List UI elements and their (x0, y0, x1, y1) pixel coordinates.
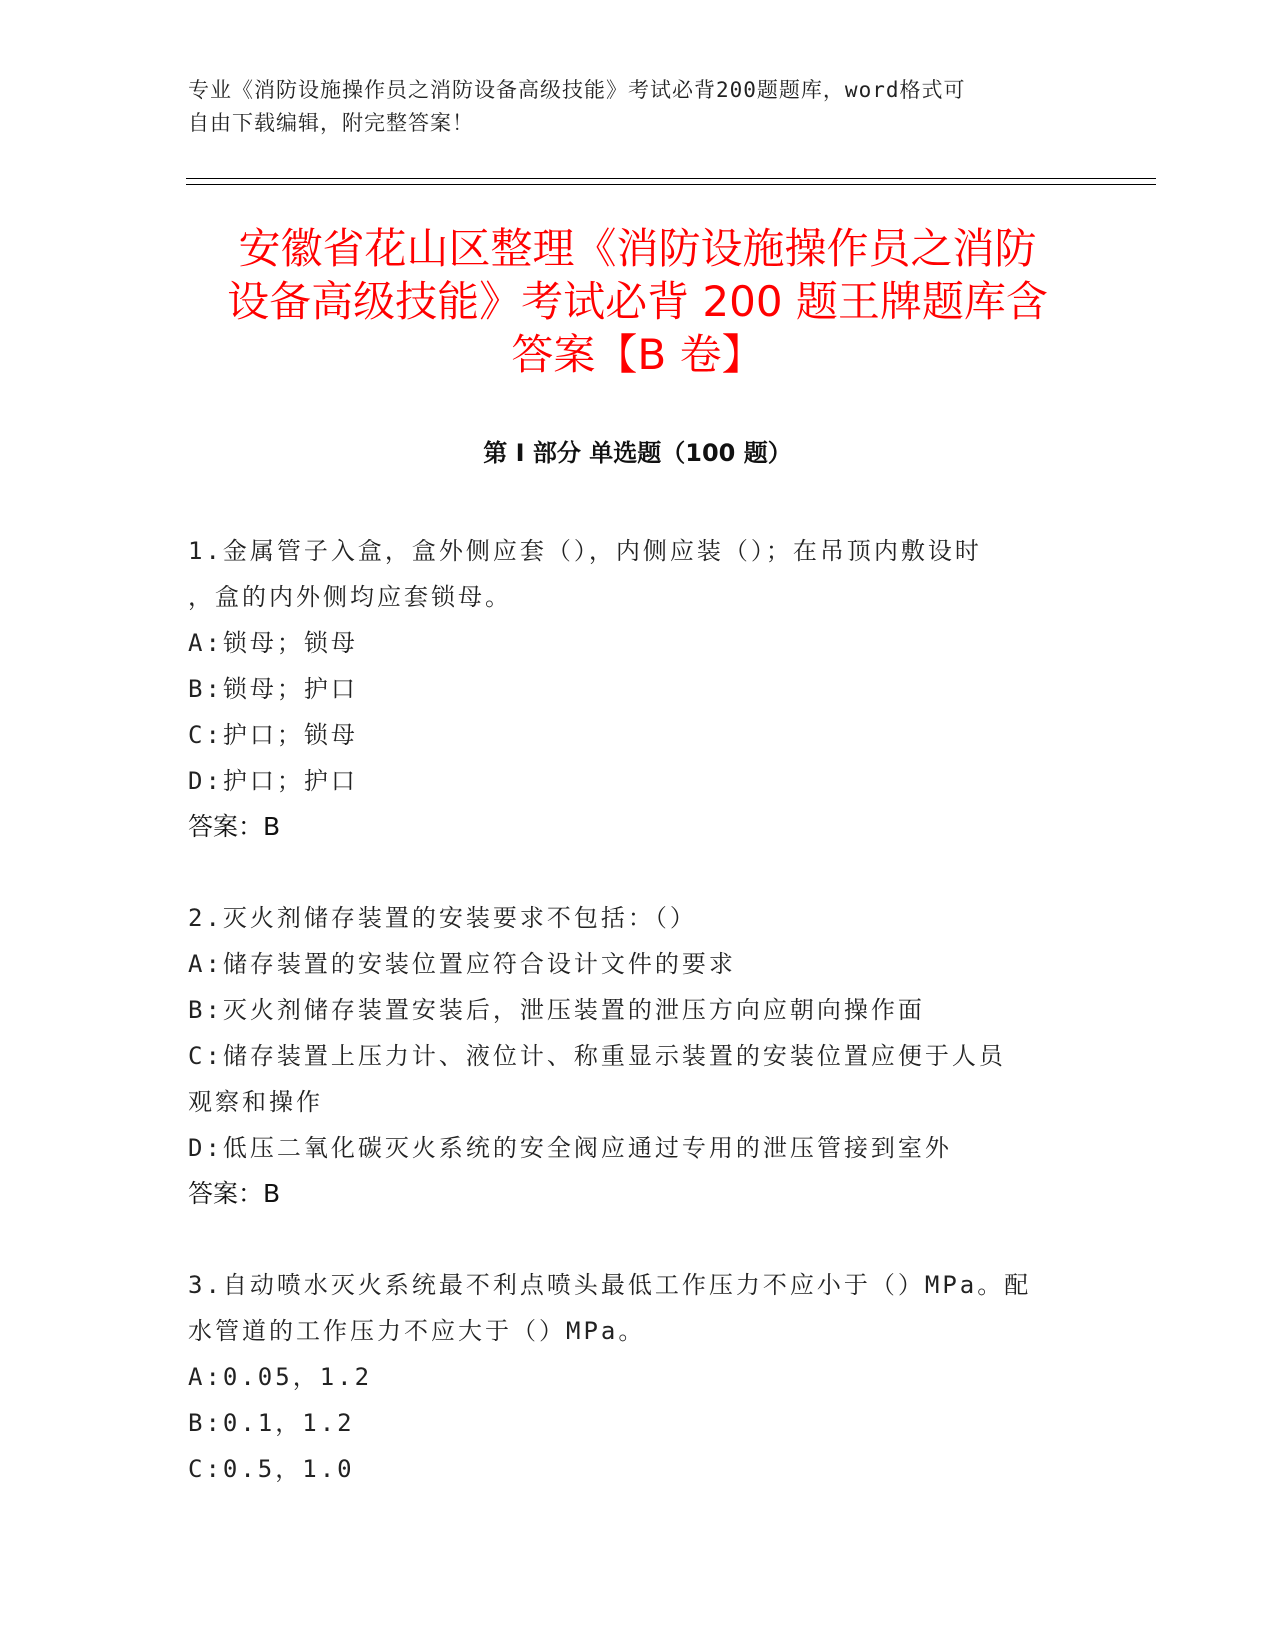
question-stem: 3.自动喷水灭火系统最不利点喷头最低工作压力不应小于（）MPa。配 (188, 1271, 1032, 1299)
option-d: D:护口；护口 (188, 767, 358, 795)
intro-line-1: 专业《消防设施操作员之消防设备高级技能》考试必背200题题库，word格式可 (188, 78, 966, 102)
option-c: C:0.5，1.0 (188, 1455, 355, 1483)
spacer (188, 850, 1068, 895)
header-rule-bottom (186, 184, 1156, 185)
answer: 答案：B (188, 812, 281, 841)
title-line-3: 答案【B 卷】 (511, 330, 764, 379)
question-stem-cont: 水管道的工作压力不应大于（）MPa。 (188, 1317, 646, 1345)
question-stem-cont: ，盒的内外侧均应套锁母。 (188, 583, 512, 611)
option-b: B:锁母；护口 (188, 675, 358, 703)
option-d: D:低压二氧化碳灭火系统的安全阀应通过专用的泄压管接到室外 (188, 1134, 952, 1162)
option-a: A:锁母；锁母 (188, 629, 358, 657)
header-rule-top (186, 178, 1156, 179)
question-stem: 1.金属管子入盒，盒外侧应套（），内侧应装（）；在吊顶内敷设时 (188, 537, 982, 565)
question-list (188, 528, 1068, 1492)
option-c: C:储存装置上压力计、液位计、称重显示装置的安装位置应便于人员 (188, 1042, 1006, 1070)
option-c-cont: 观察和操作 (188, 1088, 323, 1116)
option-b: B:0.1，1.2 (188, 1409, 355, 1437)
title-line-1: 安徽省花山区整理《消防设施操作员之消防 (238, 224, 1037, 273)
spacer (188, 1217, 1068, 1262)
option-c: C:护口；锁母 (188, 721, 358, 749)
option-a: A:储存装置的安装位置应符合设计文件的要求 (188, 950, 736, 978)
title-line-2: 设备高级技能》考试必背 200 题王牌题库含 (227, 277, 1048, 326)
option-b: B:灭火剂储存装置安装后，泄压装置的泄压方向应朝向操作面 (188, 996, 925, 1024)
question-1 (188, 528, 1068, 850)
intro-text (188, 74, 1068, 140)
document-title (150, 222, 1125, 381)
section-heading: 第 I 部分 单选题（100 题） (483, 439, 792, 467)
intro-line-2: 自由下载编辑，附完整答案！ (188, 111, 474, 135)
question-stem: 2.灭火剂储存装置的安装要求不包括：（） (188, 904, 697, 932)
question-2 (188, 895, 1068, 1217)
question-3 (188, 1262, 1068, 1492)
option-a: A:0.05，1.2 (188, 1363, 373, 1391)
answer: 答案：B (188, 1179, 281, 1208)
